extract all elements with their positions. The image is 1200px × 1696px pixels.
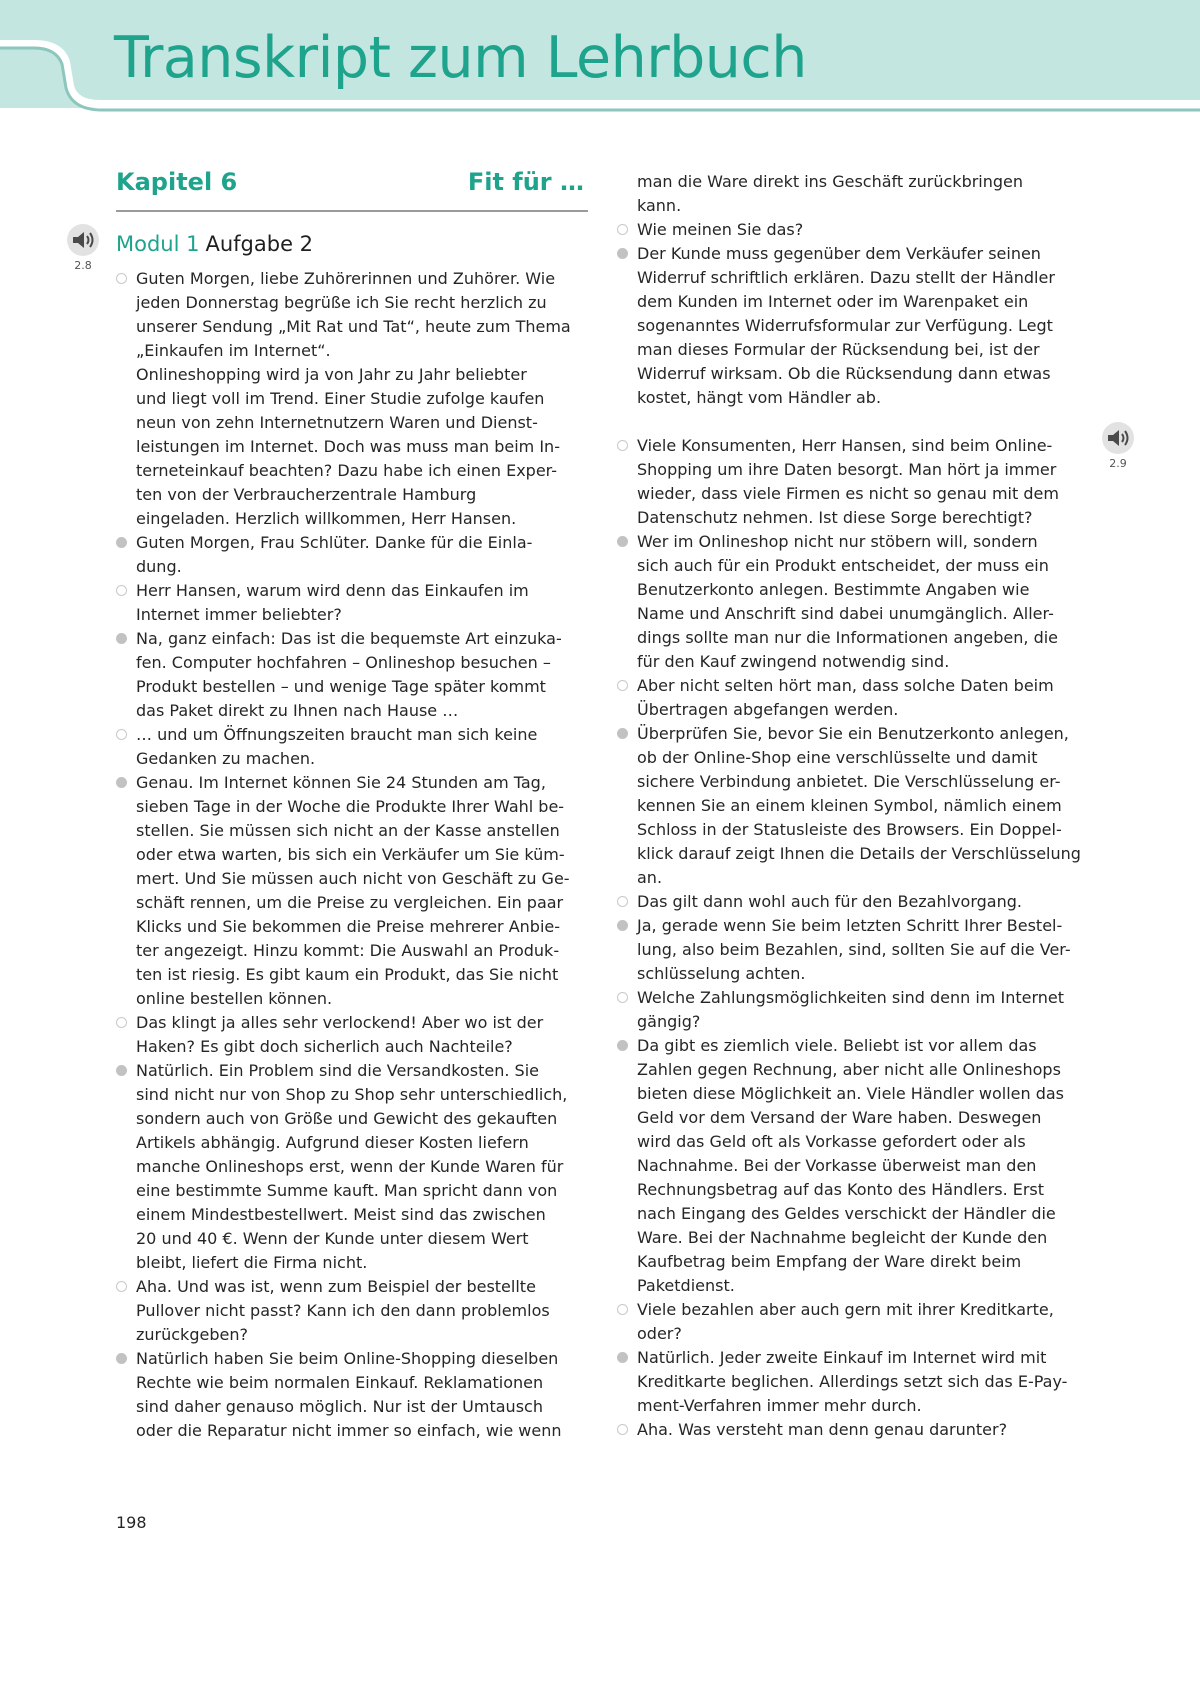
dialogue-text: [136, 1059, 567, 1275]
expert-marker-icon: [617, 1040, 628, 1051]
text-line: manche Onlineshops erst, wenn der Kunde Waren für: [136, 1157, 564, 1176]
text-line: Datenschutz nehmen. Ist diese Sorge berechtigt?: [637, 508, 1033, 527]
dialogue-turn-expert: [116, 1347, 562, 1443]
text-line: leistungen im Internet. Doch was muss man beim In-: [136, 437, 560, 456]
text-line: bleibt, liefert die Firma nicht.: [136, 1253, 368, 1272]
text-line: Guten Morgen, liebe Zuhörerinnen und Zuhörer. Wie: [136, 269, 556, 288]
moderator-marker-icon: [116, 585, 127, 596]
chapter-heading: [116, 166, 588, 212]
text-line: Rechnungsbetrag auf das Konto des Händlers. Erst: [637, 1180, 1045, 1199]
text-line: sich auch für ein Produkt entscheidet, der muss ein: [637, 556, 1049, 575]
text-line: Da gibt es ziemlich viele. Beliebt ist vor allem das: [637, 1036, 1037, 1055]
dialogue-text: [637, 434, 1059, 530]
text-line: stellen. Sie müssen sich nicht an der Kasse anstellen: [136, 821, 560, 840]
text-line: „Einkaufen im Internet“.: [136, 341, 331, 360]
moderator-marker-icon: [116, 1281, 127, 1292]
text-line: jeden Donnerstag begrüße ich Sie recht herzlich zu: [136, 293, 547, 312]
text-line: ten von der Verbraucherzentrale Hamburg: [136, 485, 477, 504]
text-line: ment-Verfahren immer mehr durch.: [637, 1396, 922, 1415]
dialogue-turn-moderator: [116, 1275, 550, 1347]
dialogue-text: [637, 914, 1071, 986]
text-line: Schloss in der Statusleiste des Browsers. Ein Doppel-: [637, 820, 1062, 839]
text-line: Kreditkarte beglichen. Allerdings setzt sich das E-Pay-: [637, 1372, 1068, 1391]
expert-marker-icon: [617, 248, 628, 259]
text-line: Genau. Im Internet können Sie 24 Stunden am Tag,: [136, 773, 546, 792]
text-line: Kaufbetrag beim Empfang der Ware direkt beim: [637, 1252, 1022, 1271]
dialogue-turn-moderator: [116, 267, 571, 531]
text-line: Geld vor dem Versand der Ware haben. Deswegen: [637, 1108, 1042, 1127]
text-line: Rechte wie beim normalen Einkauf. Reklamationen: [136, 1373, 544, 1392]
dialogue-text: [637, 722, 1081, 890]
text-line: sind daher genauso möglich. Nur ist der Umtausch: [136, 1397, 543, 1416]
chapter-subtitle: Fit für …: [467, 168, 584, 196]
text-line: Gedanken zu machen.: [136, 749, 316, 768]
text-line: einem Mindestbestellwert. Meist sind das zwischen: [136, 1205, 546, 1224]
text-line: Artikels abhängig. Aufgrund dieser Kosten liefern: [136, 1133, 529, 1152]
dialogue-text: [136, 627, 562, 723]
moderator-marker-icon: [116, 273, 127, 284]
dialogue-turn-moderator: [617, 674, 1054, 722]
text-line: für den Kauf zwingend notwendig sind.: [637, 652, 950, 671]
text-line: Der Kunde muss gegenüber dem Verkäufer seinen: [637, 244, 1041, 263]
text-line: Pullover nicht passt? Kann ich den dann problemlos: [136, 1301, 550, 1320]
page-title: Transkript zum Lehrbuch: [114, 25, 807, 91]
text-line: Name und Anschrift sind dabei unumgänglich. Aller-: [637, 604, 1054, 623]
dialogue-text: [637, 1298, 1054, 1346]
text-line: Widerruf wirksam. Ob die Rücksendung dann etwas: [637, 364, 1051, 383]
dialogue-text: [637, 530, 1058, 674]
text-line: zurückgeben?: [136, 1325, 248, 1344]
dialogue-turn-moderator: [116, 579, 529, 627]
dialogue-text: [136, 531, 532, 579]
text-line: das Paket direkt zu Ihnen nach Hause …: [136, 701, 459, 720]
text-line: Benutzerkonto anlegen. Bestimmte Angaben wie: [637, 580, 1030, 599]
text-line: lung, also beim Bezahlen, sind, sollten Sie auf die Ver-: [637, 940, 1071, 959]
dialogue-turn-expert: [617, 722, 1081, 890]
expert-marker-icon: [116, 1353, 127, 1364]
text-line: Zahlen gegen Rechnung, aber nicht alle Onlineshops: [637, 1060, 1061, 1079]
moderator-marker-icon: [116, 729, 127, 740]
text-line: Überprüfen Sie, bevor Sie ein Benutzerkonto anlegen,: [637, 724, 1069, 743]
text-line: kennen Sie an einem kleinen Symbol, nämlich einem: [637, 796, 1062, 815]
dialogue-turn-moderator: [116, 723, 537, 771]
text-line: 20 und 40 €. Wenn der Kunde unter diesem Wert: [136, 1229, 529, 1248]
text-line: oder?: [637, 1324, 682, 1343]
dialogue-text: [136, 1347, 562, 1443]
dialogue-turn-moderator: [617, 1298, 1054, 1346]
speaker-icon: [1102, 422, 1134, 454]
text-line: man die Ware direkt ins Geschäft zurückbringen: [637, 172, 1024, 191]
text-line: dem Kunden im Internet oder im Warenpaket ein: [637, 292, 1029, 311]
text-line: nach Eingang des Geldes verschickt der Händler die: [637, 1204, 1056, 1223]
dialogue-turn-moderator: [617, 890, 1022, 914]
expert-marker-icon: [617, 1352, 628, 1363]
text-line: ter angezeigt. Hinzu kommt: Die Auswahl an Produk-: [136, 941, 560, 960]
text-line: Internet immer beliebter?: [136, 605, 342, 624]
dialogue-text: [637, 674, 1054, 722]
dialogue-turn-expert: [116, 771, 570, 1011]
text-line: dings sollte man nur die Informationen angeben, die: [637, 628, 1059, 647]
dialogue-text: [136, 267, 571, 531]
dialogue-turn-moderator: [617, 218, 803, 242]
moderator-marker-icon: [617, 680, 628, 691]
dialogue-text: [637, 1034, 1064, 1298]
text-line: sondern auch von Größe und Gewicht des gekauften: [136, 1109, 558, 1128]
text-line: sind nicht nur von Shop zu Shop sehr unterschiedlich,: [136, 1085, 568, 1104]
text-line: Natürlich. Jeder zweite Einkauf im Internet wird mit: [637, 1348, 1047, 1367]
expert-marker-icon: [116, 1065, 127, 1076]
text-line: Nachnahme. Bei der Vorkasse überweist man den: [637, 1156, 1037, 1175]
text-line: Das gilt dann wohl auch für den Bezahlvorgang.: [637, 892, 1022, 911]
text-line: kostet, hängt vom Händler ab.: [637, 388, 882, 407]
text-line: ob der Online-Shop eine verschlüsselte und damit: [637, 748, 1038, 767]
text-line: oder etwa warten, bis sich ein Verkäufer um Sie küm-: [136, 845, 565, 864]
audio-track-2-8[interactable]: [65, 224, 101, 272]
task-name: Aufgabe 2: [205, 232, 314, 256]
dialogue-text: [637, 1346, 1067, 1418]
dialogue-text: [637, 890, 1022, 914]
expert-marker-icon: [617, 728, 628, 739]
expert-marker-icon: [116, 537, 127, 548]
text-line: Herr Hansen, warum wird denn das Einkaufen im: [136, 581, 529, 600]
text-line: Produkt bestellen – und wenige Tage später kommt: [136, 677, 546, 696]
text-line: Guten Morgen, Frau Schlüter. Danke für die Einla-: [136, 533, 533, 552]
dialogue-turn-moderator: [617, 1418, 1007, 1442]
text-line: sieben Tage in der Woche die Produkte Ihrer Wahl be-: [136, 797, 565, 816]
text-line: sichere Verbindung anbietet. Die Verschlüsselung er-: [637, 772, 1061, 791]
text-line: Wie meinen Sie das?: [637, 220, 804, 239]
dialogue-turn-expert: [617, 1346, 1067, 1418]
text-line: Aha. Und was ist, wenn zum Beispiel der bestellte: [136, 1277, 536, 1296]
text-line: Widerruf schriftlich erklären. Dazu stellt der Händler: [637, 268, 1055, 287]
dialogue-text: [136, 723, 537, 771]
text-line: Paketdienst.: [637, 1276, 735, 1295]
text-line: terneteinkauf beachten? Dazu habe ich einen Exper-: [136, 461, 557, 480]
audio-track-number: 2.8: [74, 259, 92, 272]
dialogue-text: [637, 218, 803, 242]
module-name: Modul 1: [116, 232, 200, 256]
text-line: gängig?: [637, 1012, 701, 1031]
text-line: Viele bezahlen aber auch gern mit ihrer Kreditkarte,: [637, 1300, 1054, 1319]
text-line: eingeladen. Herzlich willkommen, Herr Hansen.: [136, 509, 517, 528]
text-line: Onlineshopping wird ja von Jahr zu Jahr beliebter: [136, 365, 527, 384]
audio-track-2-9[interactable]: [1100, 422, 1136, 470]
text-line: Das klingt ja alles sehr verlockend! Aber wo ist der: [136, 1013, 544, 1032]
speaker-icon: [67, 224, 99, 256]
text-line: Wer im Onlineshop nicht nur stöbern will, sondern: [637, 532, 1038, 551]
text-line: bieten diese Möglichkeit an. Viele Händler wollen das: [637, 1084, 1065, 1103]
moderator-marker-icon: [617, 224, 628, 235]
dialogue-turn-moderator: [617, 434, 1059, 530]
dialogue-text: [136, 1011, 543, 1059]
dialogue-turn-continuation: [617, 170, 1023, 218]
dialogue-text: [637, 242, 1055, 410]
moderator-marker-icon: [116, 1017, 127, 1028]
dialogue-turn-expert: [617, 530, 1058, 674]
text-line: ten ist riesig. Es gibt kaum ein Produkt, das Sie nicht: [136, 965, 559, 984]
moderator-marker-icon: [617, 992, 628, 1003]
text-line: neun von zehn Internetnutzern Waren und Dienst-: [136, 413, 538, 432]
text-line: sogenanntes Widerrufsformular zur Verfügung. Legt: [637, 316, 1053, 335]
text-line: Welche Zahlungsmöglichkeiten sind denn im Internet: [637, 988, 1065, 1007]
chapter-title: Kapitel 6: [116, 168, 238, 196]
expert-marker-icon: [116, 777, 127, 788]
text-line: an.: [637, 868, 663, 887]
text-line: eine bestimmte Summe kauft. Man spricht dann von: [136, 1181, 558, 1200]
text-line: Natürlich. Ein Problem sind die Versandkosten. Sie: [136, 1061, 539, 1080]
dialogue-turn-expert: [116, 531, 532, 579]
text-line: Haken? Es gibt doch sicherlich auch Nachteile?: [136, 1037, 513, 1056]
text-line: man dieses Formular der Rücksendung bei, ist der: [637, 340, 1040, 359]
dialogue-text: [637, 1418, 1007, 1442]
dialogue-text: [136, 579, 529, 627]
moderator-marker-icon: [617, 896, 628, 907]
text-line: schäft rennen, um die Preise zu vergleichen. Ein paar: [136, 893, 564, 912]
text-line: Ja, gerade wenn Sie beim letzten Schritt Ihrer Bestel-: [637, 916, 1063, 935]
text-line: Klicks und Sie bekommen die Preise mehrerer Anbie-: [136, 917, 561, 936]
dialogue-turn-moderator: [116, 1011, 543, 1059]
dialogue-turn-expert: [116, 627, 562, 723]
text-line: fen. Computer hochfahren – Onlineshop besuchen –: [136, 653, 551, 672]
dialogue-turn-moderator: [617, 986, 1064, 1034]
text-line: Shopping um ihre Daten besorgt. Man hört ja immer: [637, 460, 1057, 479]
text-line: und liegt voll im Trend. Einer Studie zufolge kaufen: [136, 389, 545, 408]
dialogue-text: [136, 771, 570, 1011]
text-line: Natürlich haben Sie beim Online-Shopping dieselben: [136, 1349, 559, 1368]
text-line: wird das Geld oft als Vorkasse gefordert oder als: [637, 1132, 1026, 1151]
dialogue-text: [136, 1275, 550, 1347]
text-line: kann.: [637, 196, 682, 215]
dialogue-text: [637, 986, 1064, 1034]
text-line: oder die Reparatur nicht immer so einfach, wie wenn: [136, 1421, 562, 1440]
moderator-marker-icon: [617, 1424, 628, 1435]
text-line: schlüsselung achten.: [637, 964, 806, 983]
text-line: wieder, dass viele Firmen es nicht so genau mit dem: [637, 484, 1059, 503]
text-line: … und um Öffnungszeiten braucht man sich keine: [136, 725, 538, 744]
moderator-marker-icon: [617, 440, 628, 451]
text-line: Aha. Was versteht man denn genau darunter?: [637, 1420, 1008, 1439]
expert-marker-icon: [617, 920, 628, 931]
dialogue-turn-expert: [617, 1034, 1064, 1298]
text-line: Aber nicht selten hört man, dass solche Daten beim: [637, 676, 1054, 695]
text-line: Übertragen abgefangen werden.: [637, 700, 899, 719]
dialogue-turn-expert: [617, 914, 1071, 986]
module-heading: [116, 234, 313, 255]
audio-track-number: 2.9: [1109, 457, 1127, 470]
text-line: Na, ganz einfach: Das ist die bequemste Art einzuka-: [136, 629, 562, 648]
expert-marker-icon: [116, 633, 127, 644]
expert-marker-icon: [617, 536, 628, 547]
text-line: Ware. Bei der Nachnahme begleicht der Kunde den: [637, 1228, 1048, 1247]
moderator-marker-icon: [617, 1304, 628, 1315]
dialogue-turn-expert: [617, 242, 1055, 410]
text-line: online bestellen können.: [136, 989, 333, 1008]
text-line: dung.: [136, 557, 182, 576]
dialogue-text: [637, 170, 1023, 218]
text-line: klick darauf zeigt Ihnen die Details der Verschlüsselung: [637, 844, 1081, 863]
text-line: unserer Sendung „Mit Rat und Tat“, heute zum Thema: [136, 317, 571, 336]
page-number: 198: [116, 1513, 147, 1532]
text-line: Viele Konsumenten, Herr Hansen, sind beim Online-: [637, 436, 1053, 455]
dialogue-turn-expert: [116, 1059, 567, 1275]
text-line: mert. Und Sie müssen auch nicht von Geschäft zu Ge-: [136, 869, 570, 888]
